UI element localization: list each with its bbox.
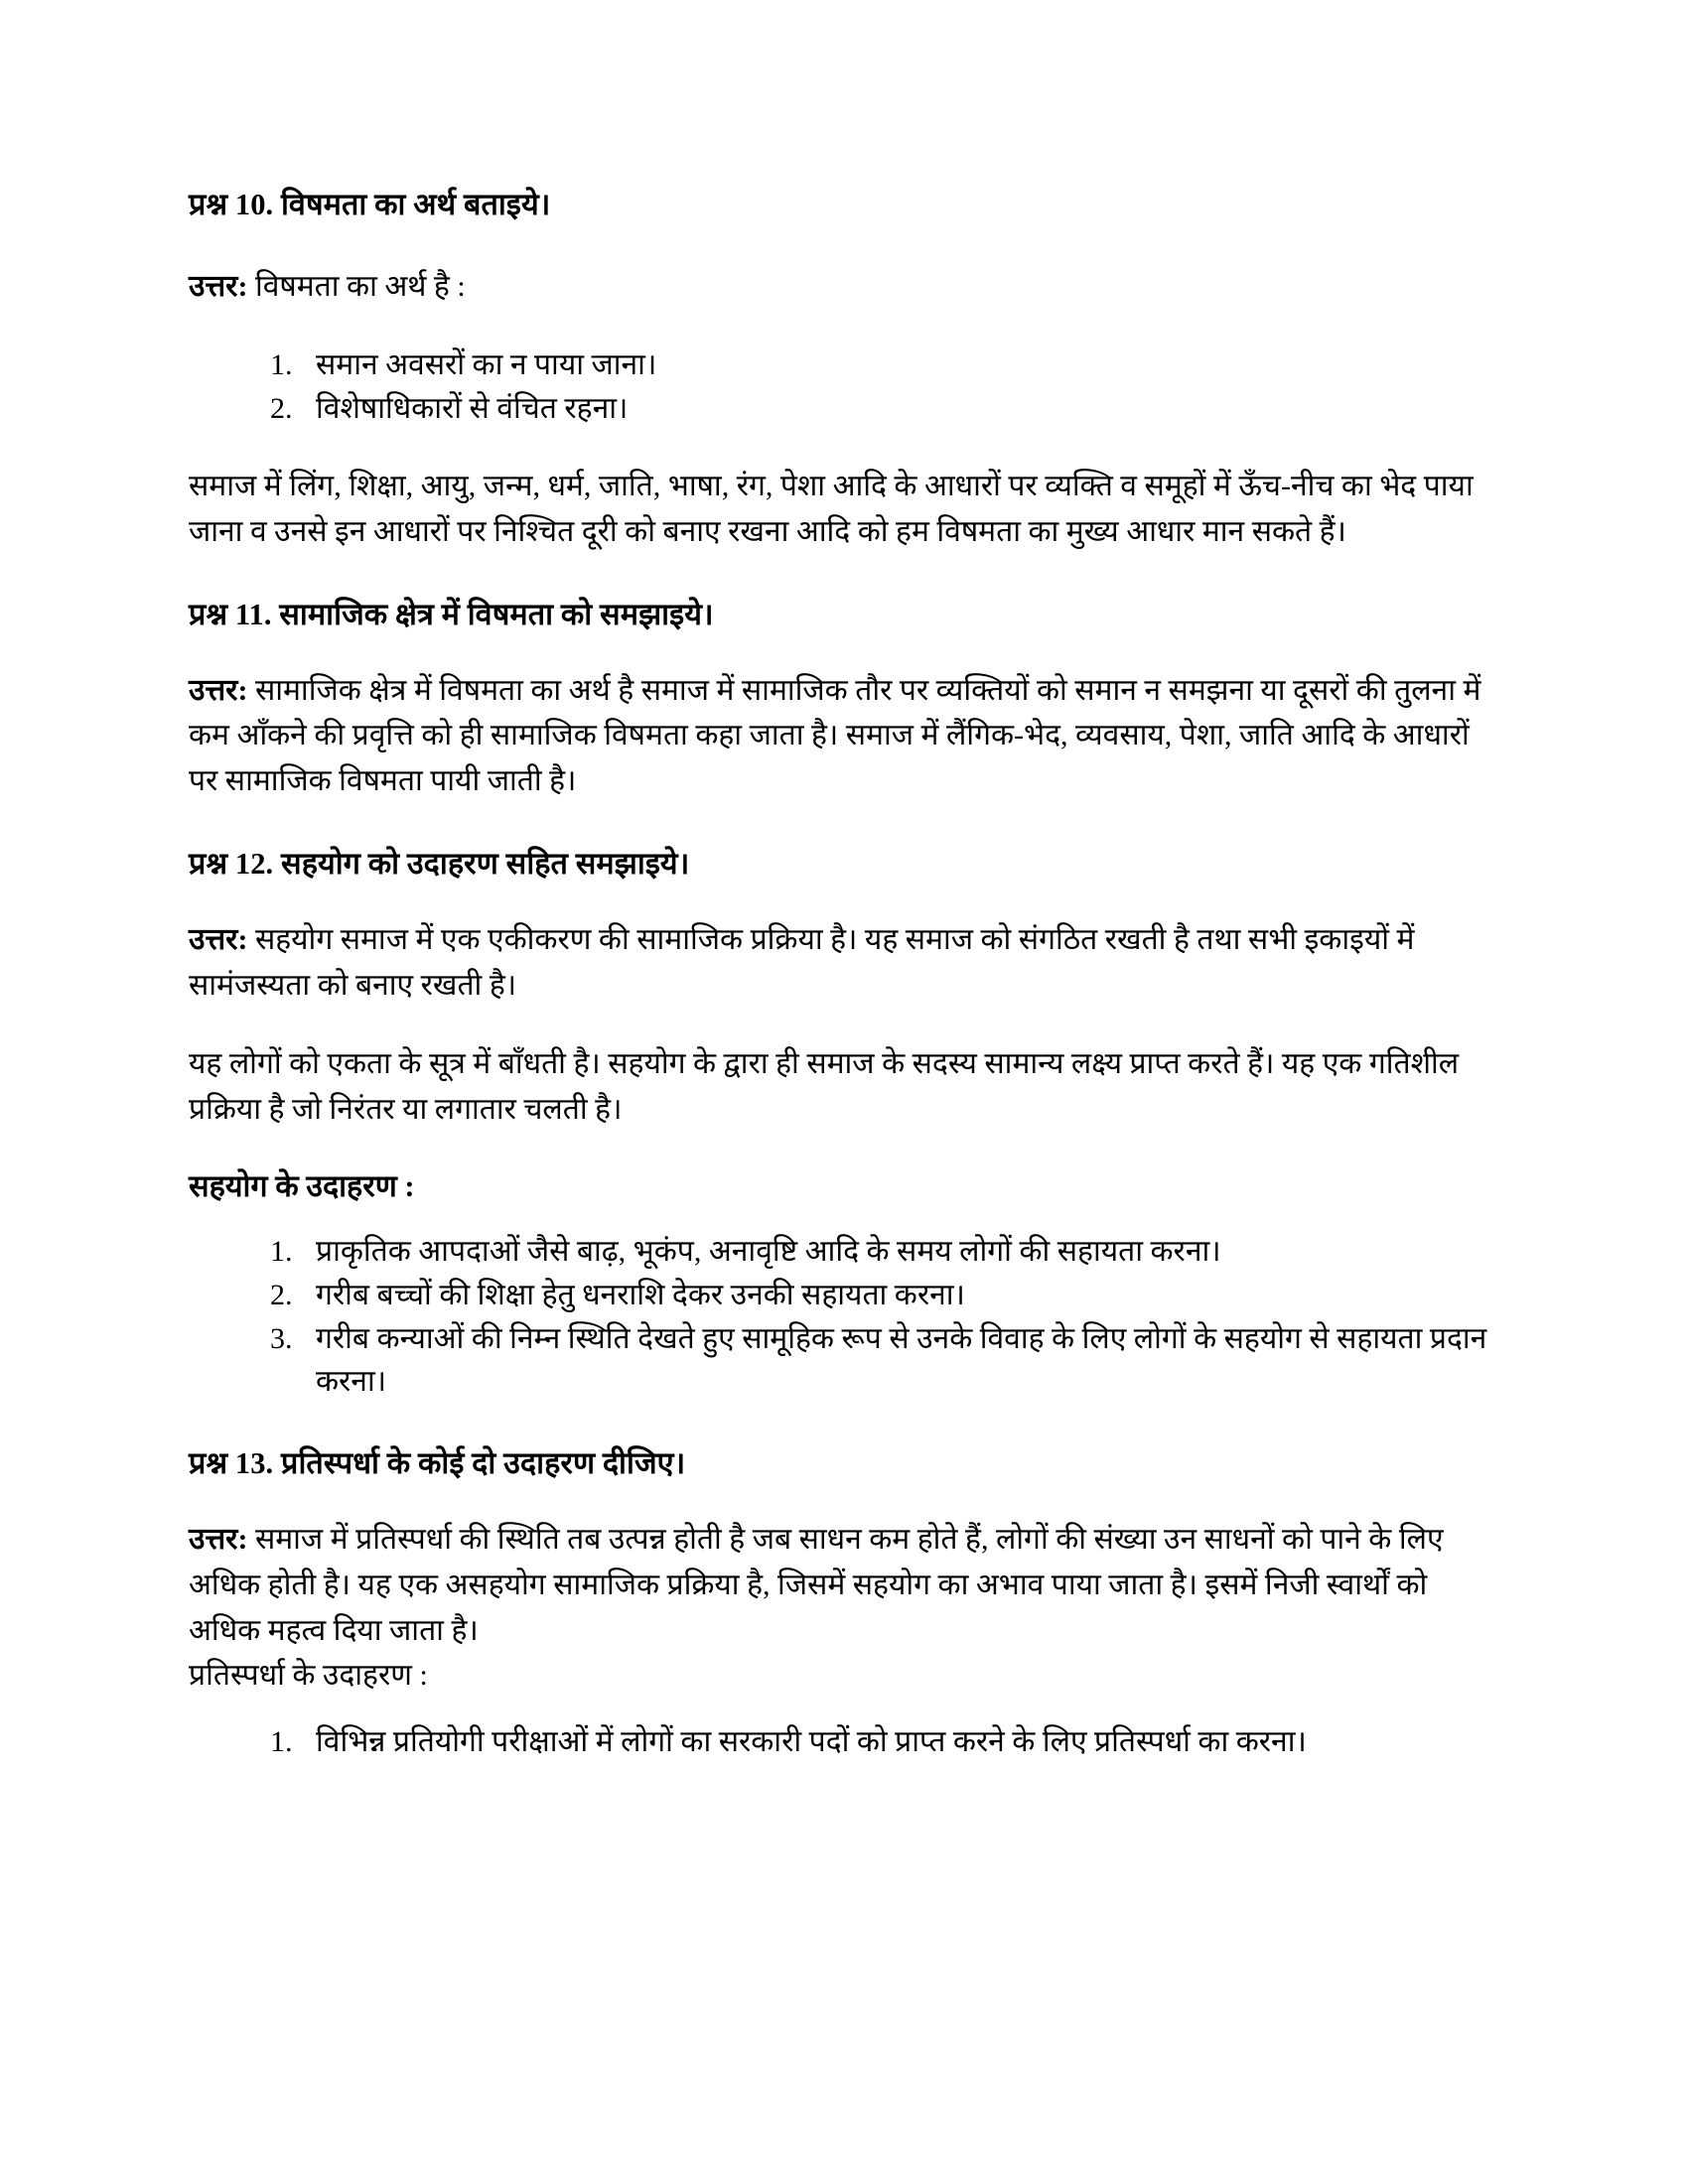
examples-heading-12: सहयोग के उदाहरण : — [189, 1169, 415, 1204]
list-meanings-10 — [189, 343, 1499, 431]
spacer — [189, 1699, 1499, 1720]
answer-intro-text-10: विषमता का अर्थ है : — [247, 270, 466, 304]
spacer — [189, 1483, 1499, 1517]
spacer — [189, 430, 1499, 464]
question-heading-11: प्रश्न 11. सामाजिक क्षेत्र में विषमता को समझाइये। — [189, 597, 714, 631]
paragraph-12: यह लोगों को एकता के सूत्र में बाँधती है। सहयोग के द्वारा ही समाज के सदस्य सामान्य लक्ष्य प्राप्त करते हैं। यह एक गतिशील प्रक्रिया है जो निरंतर या लगातार चलती है। — [189, 1047, 1460, 1126]
question-heading-13: प्रश्न 13. प्रतिस्पर्धा के कोई दो उदाहरण दीजिए। — [189, 1446, 686, 1481]
paragraph-10: समाज में लिंग, शिक्षा, आयु, जन्म, धर्म, जाति, भाषा, रंग, पेशा आदि के आधारों पर व्यक्ति व समूहों में ऊँच-नीच का भेद पाया जाना व उनसे इन आधारों पर निश्चित दूरी को बनाए रखना आदि को हम विषमता का मुख्य आधार मान सकते हैं। — [189, 470, 1474, 549]
list-item: 2. गरीब बच्चों की शिक्षा हेतु धनराशि देकर उनकी सहायता करना। — [300, 1274, 1499, 1317]
list-item: 1. समान अवसरों का न पाया जाना। — [300, 343, 1499, 387]
list-examples-13 — [189, 1720, 1499, 1764]
spacer — [189, 310, 1499, 343]
answer-13 — [189, 1517, 1499, 1653]
answer-text-13: समाज में प्रतिस्पर्धा की स्थिति तब उत्पन्न होती है जब साधन कम होते हैं, लोगों की संख्या उन साधनों को पाने के लिए अधिक होती है। यह एक असहयोग सामाजिक प्रक्रिया है, जिसमें सहयोग का अभाव पाया जाता है। इसमें निजी स्वार्थों को अधिक महत्व दिया जाता है। — [189, 1523, 1444, 1647]
answer-label-11: उत्तर: — [189, 673, 248, 707]
list-item: 3. गरीब कन्याओं की निम्न स्थिति देखते हुए सामूहिक रूप से उनके विवाह के लिए लोगों के सहयोग से सहायता प्रदान करना। — [300, 1317, 1499, 1405]
answer-label-12: उत्तर: — [189, 922, 248, 956]
document-body — [189, 185, 1499, 1764]
spacer — [189, 1208, 1499, 1230]
answer-intro-10 — [189, 264, 1499, 310]
question-heading-12: प्रश्न 12. सहयोग को उदाहरण सहित समझाइये। — [189, 846, 690, 881]
spacer — [189, 555, 1499, 595]
answer-label-10: उत्तर: — [189, 270, 248, 304]
answer-11 — [189, 668, 1499, 804]
spacer — [189, 1132, 1499, 1165]
spacer — [189, 634, 1499, 668]
answer-12 — [189, 917, 1499, 1008]
spacer — [189, 224, 1499, 264]
spacer — [189, 1008, 1499, 1041]
answer-text-11: सामाजिक क्षेत्र में विषमता का अर्थ है समाज में सामाजिक तौर पर व्यक्तियों को समान न समझना या दूसरों की तुलना में कम आँकने की प्रवृत्ति को ही सामाजिक विषमता कहा जाता है। समाज में लैंगिक-भेद, व्यवसाय, पेशा, जाति आदि के आधारों पर सामाजिक विषमता पायी जाती है। — [189, 673, 1481, 798]
spacer — [189, 884, 1499, 917]
answer-label-13: उत्तर: — [189, 1523, 248, 1557]
answer-text-12: सहयोग समाज में एक एकीकरण की सामाजिक प्रक्रिया है। यह समाज को संगठित रखती है तथा सभी इकाइयों में सामंजस्यता को बनाए रखती है। — [189, 922, 1415, 1002]
list-item: 1. विभिन्न प्रतियोगी परीक्षाओं में लोगों का सरकारी पदों को प्राप्त करने के लिए प्रतिस्पर्धा का करना। — [300, 1720, 1499, 1764]
examples-heading-13: प्रतिस्पर्धा के उदाहरण : — [189, 1659, 428, 1693]
question-heading-10: प्रश्न 10. विषमता का अर्थ बताइये। — [189, 188, 551, 221]
list-examples-12 — [189, 1230, 1499, 1404]
list-item: 1. प्राकृतिक आपदाओं जैसे बाढ़, भूकंप, अनावृष्टि आदि के समय लोगों की सहायता करना। — [300, 1230, 1499, 1274]
spacer — [189, 1404, 1499, 1443]
list-item: 2. विशेषाधिकारों से वंचित रहना। — [300, 387, 1499, 431]
spacer — [189, 804, 1499, 844]
